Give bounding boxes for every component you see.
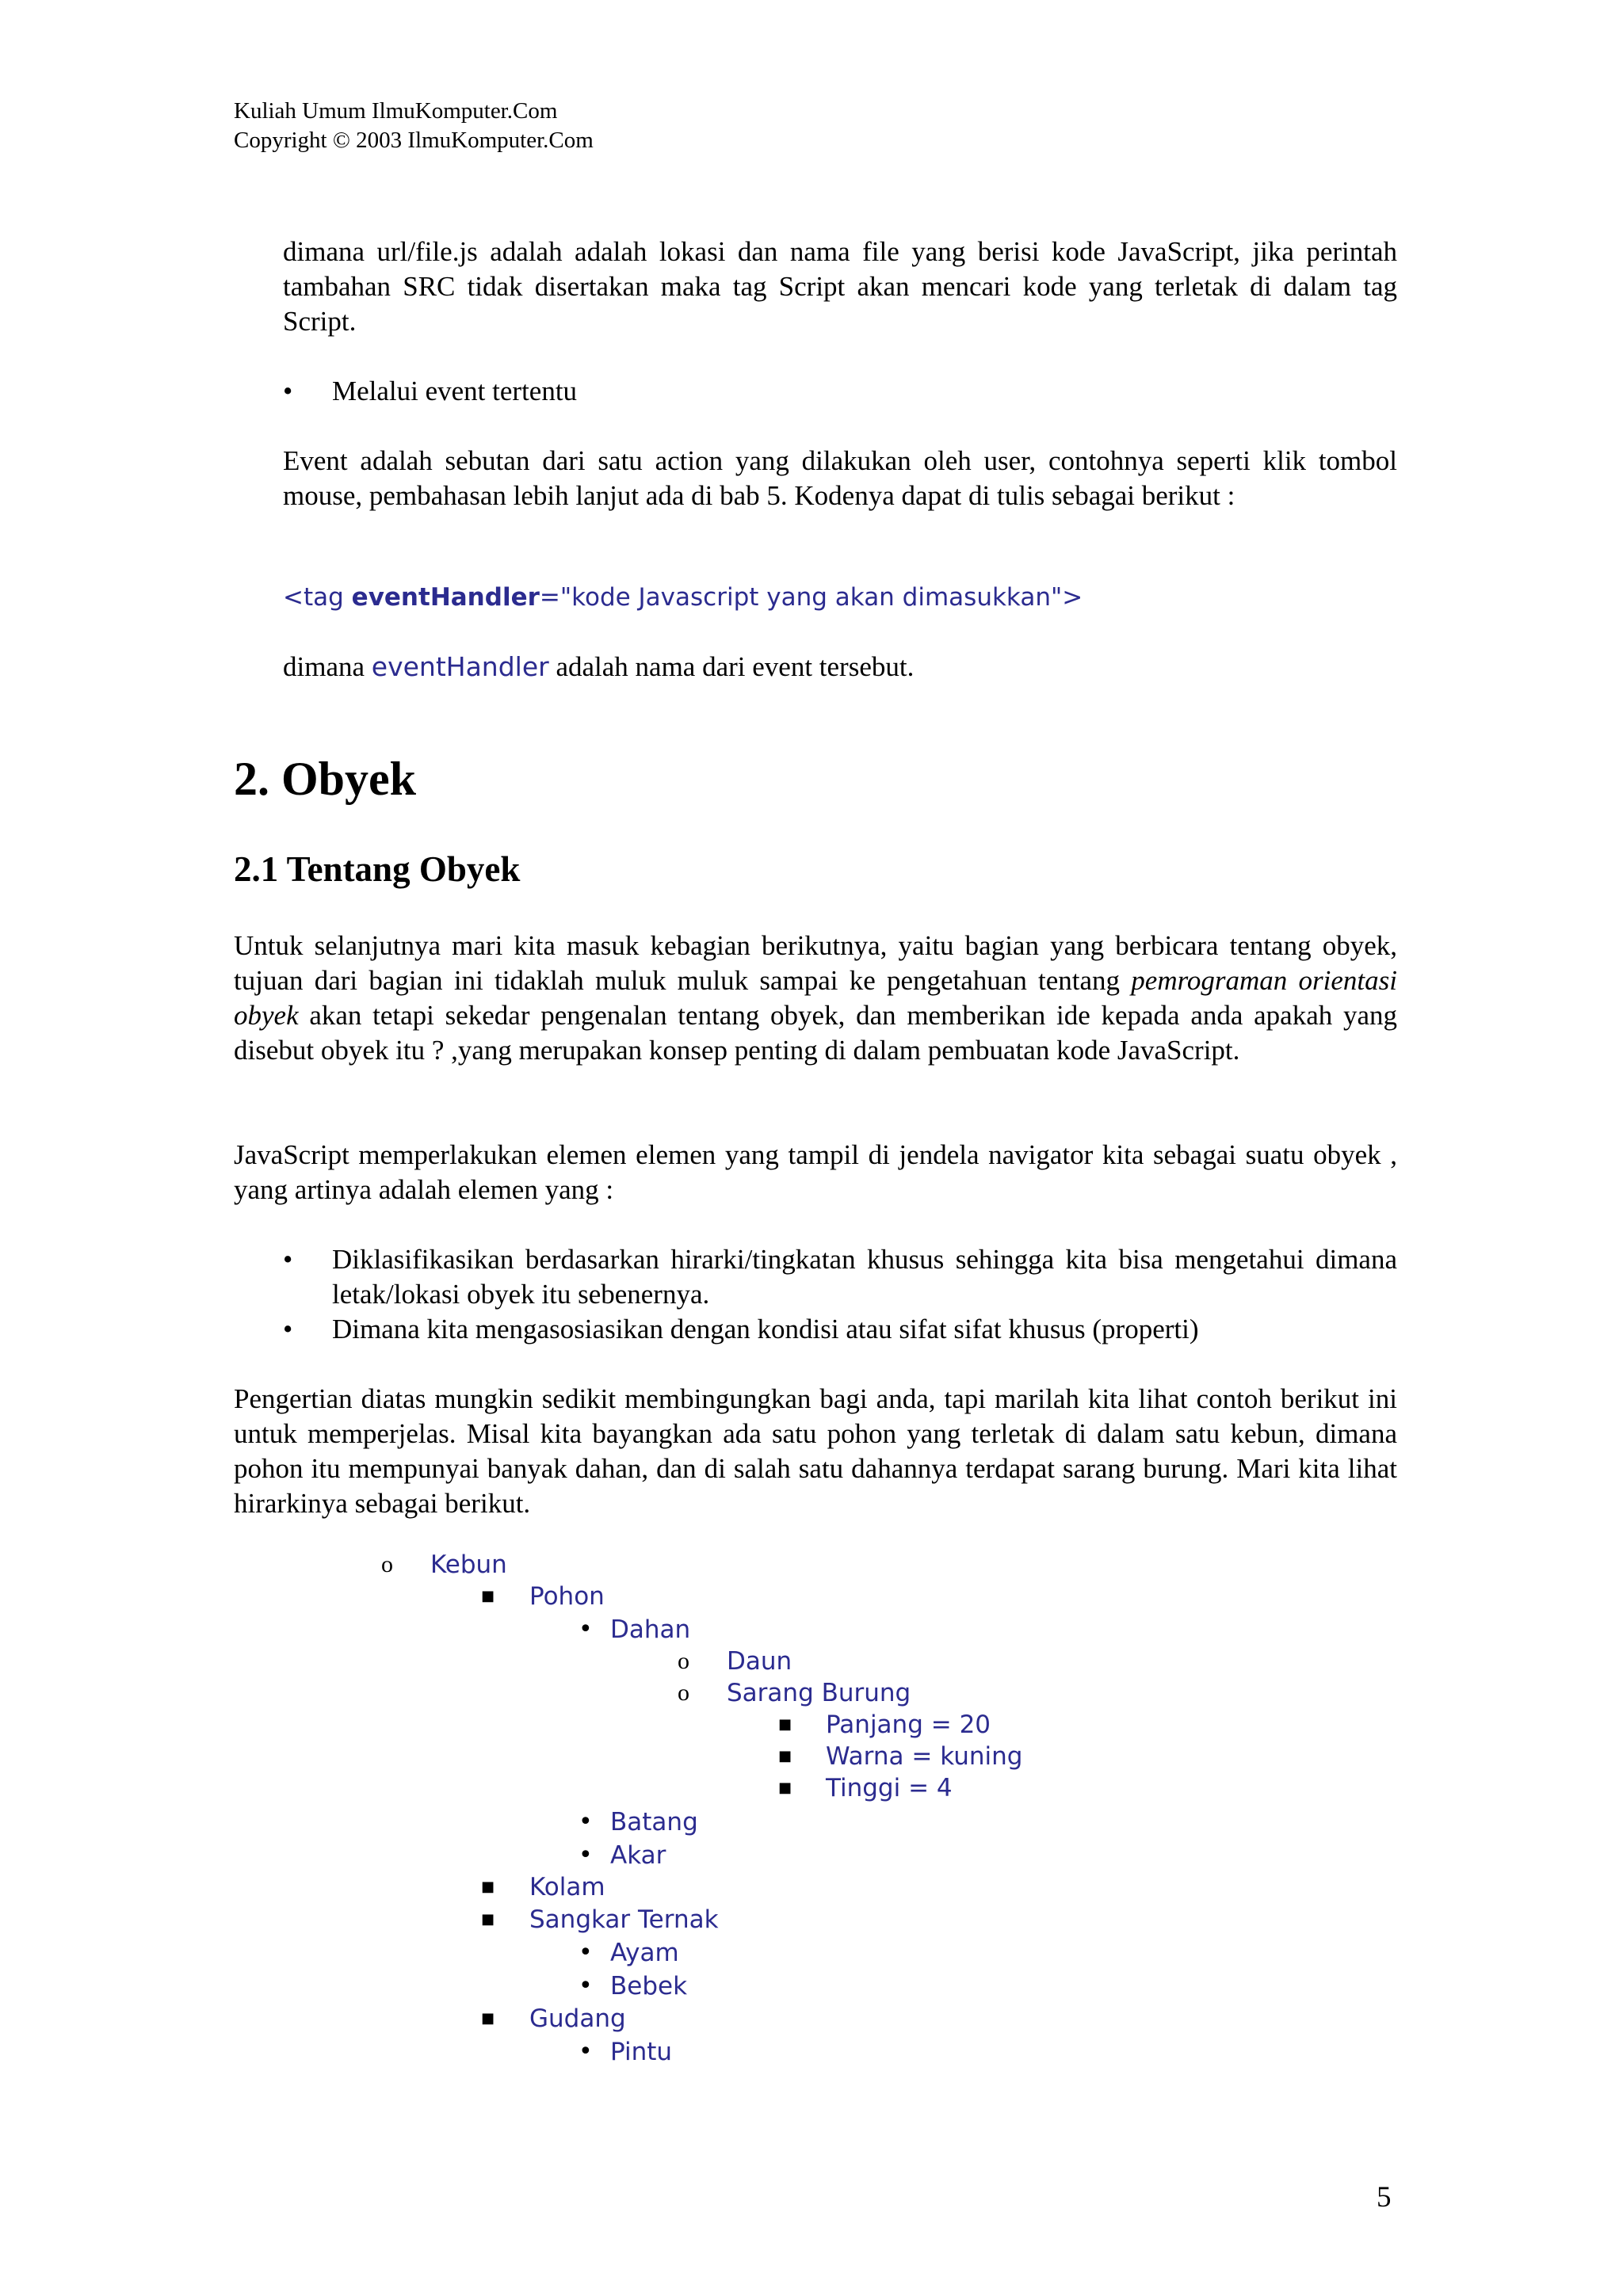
tree-item: Gudang <box>529 2004 626 2033</box>
handler-after: adalah nama dari event tersebut. <box>548 651 915 682</box>
square-bullet-icon: ■ <box>778 1779 792 1796</box>
intro-paragraph: dimana url/file.js adalah adalah lokasi dan nama file yang berisi kode JavaScript, jika perintah tambahan SRC tidak disertakan maka tag Script akan mencari kode yang terletak di dalam tag Script. <box>283 236 1397 337</box>
paragraph-obyek-italic: pemrograman orientasi obyek <box>234 965 1397 1031</box>
circle-bullet-icon: o <box>678 1680 689 1706</box>
tree-item: Kebun <box>430 1550 507 1579</box>
tree-item: Kolam <box>529 1873 605 1901</box>
subsection-title: 2.1 Tentang Obyek <box>234 849 521 889</box>
bullet-list-obyek <box>283 1242 1397 1347</box>
tree-item: Sangkar Ternak <box>529 1905 719 1934</box>
tree-item: Ayam <box>610 1939 679 1967</box>
code-prefix: <tag <box>283 583 352 612</box>
square-bullet-icon: ■ <box>481 1878 495 1895</box>
tree-item: Warna = kuning <box>826 1742 1023 1771</box>
circle-bullet-icon: o <box>678 1648 689 1674</box>
tree-item: Pohon <box>529 1582 605 1611</box>
square-bullet-icon: ■ <box>778 1716 792 1733</box>
bullet-event <box>283 374 1397 409</box>
tree-item: Tinggi = 4 <box>826 1774 953 1802</box>
tree-item: Batang <box>610 1808 698 1836</box>
square-bullet-icon: ■ <box>481 1911 495 1928</box>
bullet-event-text: Melalui event tertentu <box>332 376 578 406</box>
list-item <box>283 1312 1397 1347</box>
header-line-1: Kuliah Umum IlmuKomputer.Com <box>234 98 558 124</box>
dot-bullet-icon: • <box>579 1615 593 1643</box>
circle-bullet-icon: o <box>381 1551 393 1577</box>
dot-bullet-icon: • <box>579 1808 593 1836</box>
tree-item: Sarang Burung <box>727 1679 911 1707</box>
event-paragraph: Event adalah sebutan dari satu action yang dilakukan oleh user, contohnya seperti klik tombol mouse, pembahasan lebih lanjut ada di bab 5. Kodenya dapat di tulis sebagai berikut : <box>283 445 1397 511</box>
bullet-dot-icon: • <box>283 376 293 406</box>
tree-item: Bebek <box>610 1972 688 2000</box>
handler-before: dimana <box>283 651 372 682</box>
handler-keyword: eventHandler <box>371 651 549 682</box>
bullet-dot-icon: • <box>283 1244 293 1275</box>
square-bullet-icon: ■ <box>481 2010 495 2027</box>
list-item-text: Diklasifikasikan berdasarkan hirarki/tingkatan khusus sehingga kita bisa mengetahui dimana letak/lokasi obyek itu sebenernya. <box>332 1244 1397 1310</box>
list-item-text: Dimana kita mengasosiasikan dengan kondisi atau sifat sifat khusus (properti) <box>332 1314 1199 1344</box>
code-suffix: ="kode Javascript yang akan dimasukkan"> <box>539 583 1083 612</box>
section-title: 2. Obyek <box>234 753 417 805</box>
code-keyword: eventHandler <box>351 583 540 612</box>
paragraph-javascript: JavaScript memperlakukan elemen elemen yang tampil di jendela navigator kita sebagai suatu obyek , yang artinya adalah elemen yang : <box>234 1139 1397 1205</box>
header-line-2: Copyright © 2003 IlmuKomputer.Com <box>234 128 594 153</box>
code-line <box>283 582 1397 613</box>
tree-item: Dahan <box>610 1615 691 1644</box>
tree-item: Akar <box>610 1841 666 1870</box>
dot-bullet-icon: • <box>579 1939 593 1966</box>
dot-bullet-icon: • <box>579 1972 593 2000</box>
dot-bullet-icon: • <box>579 2038 593 2065</box>
tree-item: Daun <box>727 1647 792 1676</box>
square-bullet-icon: ■ <box>778 1748 792 1764</box>
handler-line <box>283 650 1397 685</box>
square-bullet-icon: ■ <box>481 1588 495 1604</box>
paragraph-obyek <box>234 929 1397 1068</box>
paragraph-obyek-part1: Untuk selanjutnya mari kita masuk kebagian berikutnya, yaitu bagian yang berbicara tentang obyek, tujuan dari bagian ini tidaklah muluk muluk sampai ke pengetahuan tentang <box>234 930 1397 996</box>
page-number: 5 <box>1377 2181 1392 2214</box>
paragraph-obyek-part2: akan tetapi sekedar pengenalan tentang obyek, dan memberikan ide kepada anda apakah yang disebut obyek itu ? ,yang merupakan konsep penting di dalam pembuatan kode JavaScript. <box>234 1000 1397 1066</box>
paragraph-pengertian: Pengertian diatas mungkin sedikit membingungkan bagi anda, tapi marilah kita lihat contoh berikut ini untuk memperjelas. Misal kita bayangkan ada satu pohon yang terletak di dalam satu kebun, dimana pohon itu mempunyai banyak dahan, dan di salah satu dahannya terdapat sarang burung. Mari kita lihat hirarkinya sebagai berikut. <box>234 1383 1397 1519</box>
dot-bullet-icon: • <box>579 1841 593 1869</box>
bullet-dot-icon: • <box>283 1314 293 1344</box>
tree-item: Pintu <box>610 2038 673 2066</box>
list-item <box>283 1242 1397 1312</box>
page-header <box>234 97 594 155</box>
tree-item: Panjang = 20 <box>826 1711 991 1739</box>
